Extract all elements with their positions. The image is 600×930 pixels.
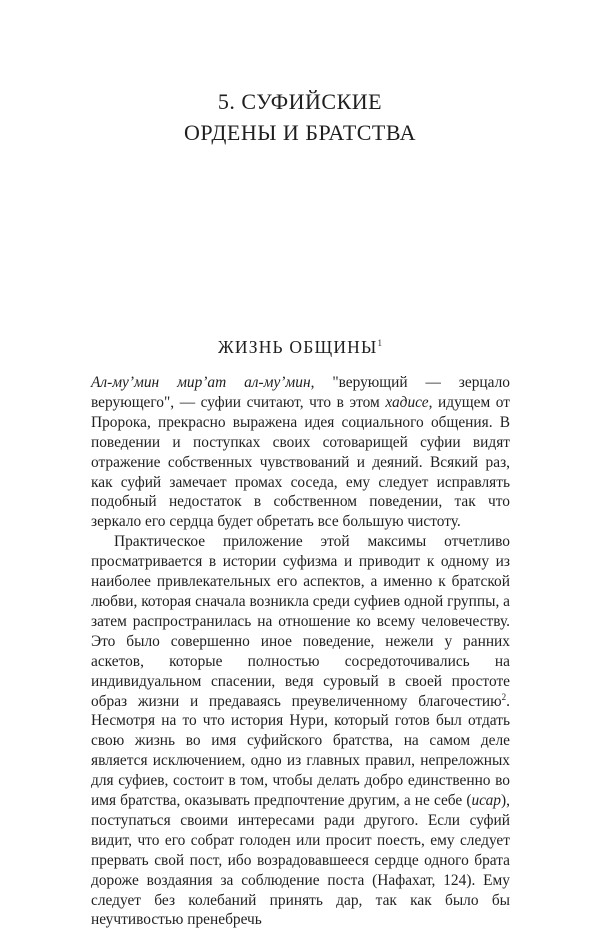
section-heading	[0, 337, 600, 358]
chapter-title-line-1: 5. СУФИЙСКИЕ	[217, 89, 383, 114]
term-hadith: хадисе	[385, 393, 429, 411]
body-text	[91, 373, 510, 930]
chapter-title-line-2: ОРДЕНЫ И БРАТСТВА	[183, 120, 417, 145]
paragraph-1-text-b: , идущем от Пророка, прекрасно выражена идея социального общения. В поведении и поступках своих сотоварищей суфии видят отражение собственных чувствований и деяний. Всякий раз, как суфий замечает промах соседа, ему следует исправлять подобный недостаток в собственном поведении, так что зеркало его сердца будет обретать все большую чистоту.	[91, 393, 510, 531]
footnote-marker: 1	[377, 338, 382, 348]
paragraph-1	[91, 373, 510, 532]
paragraph-2-text-a: Практическое приложение этой максимы отчетливо просматривается в истории суфизма и приводит к одному из наиболее привлекательных его аспектов, а именно к братской любви, которая сначала возникла среди суфиев одной группы, а затем распространилась на отношение ко всему человечеству. Это было совершенно иное поведение, нежели у ранних аскетов, которые полностью сосредоточивались на индивидуальном спасении, ведя суровый в своей простоте образ жизни и предаваясь преувеличенному благочестию	[91, 533, 510, 710]
term-isar: исар	[471, 792, 502, 810]
paragraph-2-text-b: . Несмотря на то что история Нури, который готов был отдать свою жизнь во имя суфийского братства, на самом деле является исключением, одно из главных правил, непреложных для суфиев, состоит в том, чтобы делать добро единственно во имя братства, оказывать предпочтение другим, а не себе (	[91, 692, 510, 810]
section-heading-text: ЖИЗНЬ ОБЩИНЫ	[218, 337, 378, 357]
chapter-title	[0, 86, 600, 148]
paragraph-2-text-c: ), поступаться своими интересами ради другого. Если суфий видит, что его собрат голоден или просит поесть, ему следует прервать свой пост, ибо возрадовавшееся сердце одного брата дороже воздаяния за соблюдение поста (Нафахат, 124). Ему следует без колебаний принять дар, так как было бы неучтивостью пренебречь	[91, 792, 510, 929]
paragraph-2	[91, 532, 510, 930]
footnote-marker: 2	[501, 691, 507, 702]
quote-transliteration: Ал-му’мин мир’ат ал-му’мин	[91, 374, 311, 391]
paragraph-1-text-a: , "верующий — зерцало верующего", — суфии считают, что в этом	[91, 374, 510, 411]
